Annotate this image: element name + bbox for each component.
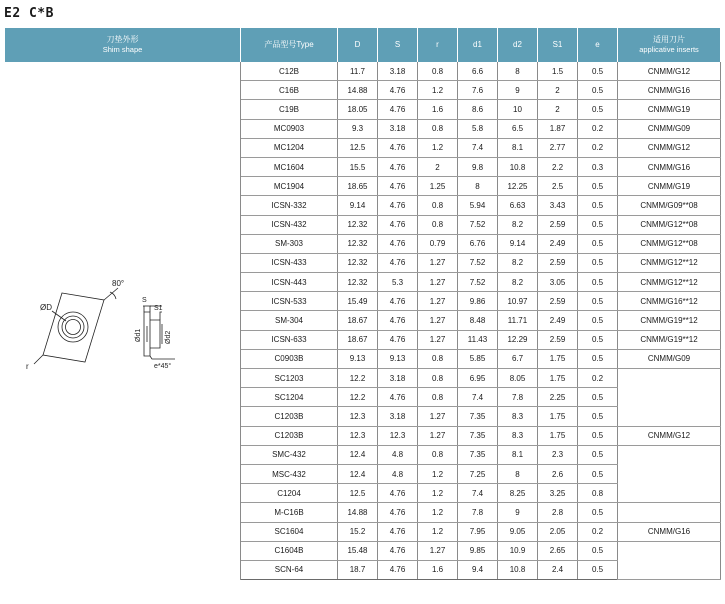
cell-inserts: CNMM/G19**12 <box>618 330 721 349</box>
cell-D: 14.88 <box>338 503 378 522</box>
cell-d1: 6.76 <box>458 234 498 253</box>
cell-S1: 3.05 <box>538 273 578 292</box>
cell-S1: 2.8 <box>538 503 578 522</box>
cell-r: 0.8 <box>418 445 458 464</box>
cell-d1: 7.52 <box>458 253 498 272</box>
cell-S: 4.76 <box>378 292 418 311</box>
cell-d1: 9.8 <box>458 157 498 176</box>
cell-d1: 7.25 <box>458 464 498 483</box>
cell-D: 18.67 <box>338 330 378 349</box>
cell-inserts: CNMM/G12**12 <box>618 273 721 292</box>
cell-r: 0.8 <box>418 119 458 138</box>
cell-S1: 2 <box>538 81 578 100</box>
cell-D: 12.5 <box>338 484 378 503</box>
header-shape <box>5 28 241 62</box>
cell-D: 9.3 <box>338 119 378 138</box>
cell-r: 1.2 <box>418 81 458 100</box>
cell-D: 18.67 <box>338 311 378 330</box>
cell-D: 18.05 <box>338 100 378 119</box>
cell-D: 15.5 <box>338 157 378 176</box>
cell-type: SCN-64 <box>241 560 338 579</box>
cell-d1: 7.35 <box>458 426 498 445</box>
cell-e: 0.2 <box>578 369 618 388</box>
header-inserts-en: applicative inserts <box>639 45 699 55</box>
cell-S1: 1.75 <box>538 369 578 388</box>
cell-S1: 2.49 <box>538 234 578 253</box>
cell-S1: 2.05 <box>538 522 578 541</box>
cell-S1: 3.25 <box>538 484 578 503</box>
cell-d1: 7.4 <box>458 138 498 157</box>
cell-type: ICSN-332 <box>241 196 338 215</box>
cell-d2: 11.71 <box>498 311 538 330</box>
label-angle: 80° <box>112 278 125 288</box>
cell-d2: 10.8 <box>498 560 538 579</box>
cell-r: 1.27 <box>418 273 458 292</box>
cell-S: 4.76 <box>378 100 418 119</box>
cell-e: 0.2 <box>578 522 618 541</box>
cell-d1: 7.52 <box>458 273 498 292</box>
cell-e: 0.5 <box>578 177 618 196</box>
cell-d1: 8.6 <box>458 100 498 119</box>
cell-type: C16B <box>241 81 338 100</box>
header-d2: d2 <box>498 28 538 62</box>
cell-e: 0.5 <box>578 62 618 81</box>
label-S1: S1 <box>154 304 163 312</box>
cell-inserts: CNMM/G19 <box>618 177 721 196</box>
bore-outer-icon <box>58 312 88 342</box>
cell-r: 1.27 <box>418 426 458 445</box>
cell-inserts: CNMM/G19 <box>618 100 721 119</box>
cell-e: 0.5 <box>578 330 618 349</box>
page-title: E2 C*B <box>4 6 54 21</box>
cell-r: 1.27 <box>418 407 458 426</box>
cell-d2: 10.8 <box>498 157 538 176</box>
cell-S: 9.13 <box>378 349 418 368</box>
cell-S: 4.76 <box>378 234 418 253</box>
header-shape-cn: 刀垫外形 <box>106 35 139 45</box>
cell-d2: 12.29 <box>498 330 538 349</box>
cell-S: 4.76 <box>378 484 418 503</box>
cell-d2: 9.14 <box>498 234 538 253</box>
cell-e: 0.5 <box>578 349 618 368</box>
label-D: ØD <box>40 302 53 312</box>
cell-S1: 1.87 <box>538 119 578 138</box>
cell-d1: 5.8 <box>458 119 498 138</box>
cell-type: ICSN-533 <box>241 292 338 311</box>
cell-type: C1203B <box>241 407 338 426</box>
cell-e: 0.5 <box>578 388 618 407</box>
cell-S: 4.76 <box>378 503 418 522</box>
cell-d1: 9.85 <box>458 541 498 560</box>
cell-S1: 2.4 <box>538 560 578 579</box>
header-S: S <box>378 28 418 62</box>
cell-S1: 3.43 <box>538 196 578 215</box>
cell-S1: 2.77 <box>538 138 578 157</box>
cell-S1: 2.49 <box>538 311 578 330</box>
cell-D: 12.32 <box>338 273 378 292</box>
cell-d2: 10.9 <box>498 541 538 560</box>
cell-e: 0.5 <box>578 426 618 445</box>
cell-inserts: CNMM/G16**12 <box>618 292 721 311</box>
cell-S: 4.8 <box>378 445 418 464</box>
cell-e: 0.5 <box>578 196 618 215</box>
cell-d1: 7.52 <box>458 215 498 234</box>
cell-inserts: CNMM/G16 <box>618 81 721 100</box>
cell-D: 15.48 <box>338 541 378 560</box>
cell-D: 12.4 <box>338 445 378 464</box>
cell-d2: 6.7 <box>498 349 538 368</box>
cell-e: 0.5 <box>578 253 618 272</box>
cell-inserts <box>618 445 721 503</box>
cell-d2: 8 <box>498 62 538 81</box>
cell-inserts: CNMM/G09 <box>618 119 721 138</box>
cell-type: SC1203 <box>241 369 338 388</box>
cell-S1: 2.59 <box>538 292 578 311</box>
header-e: e <box>578 28 618 62</box>
cell-e: 0.5 <box>578 292 618 311</box>
cell-inserts: CNMM/G16 <box>618 522 721 541</box>
cell-d2: 8.2 <box>498 253 538 272</box>
cell-type: SM-304 <box>241 311 338 330</box>
cell-D: 9.14 <box>338 196 378 215</box>
cell-r: 1.6 <box>418 100 458 119</box>
cell-d2: 10.97 <box>498 292 538 311</box>
cell-r: 0.8 <box>418 388 458 407</box>
cell-e: 0.5 <box>578 445 618 464</box>
cell-d1: 11.43 <box>458 330 498 349</box>
header-shape-en: Shim shape <box>102 45 143 55</box>
cell-r: 0.8 <box>418 369 458 388</box>
cell-d2: 8 <box>498 464 538 483</box>
cell-inserts: CNMM/G16 <box>618 157 721 176</box>
cell-type: C1203B <box>241 426 338 445</box>
cell-e: 0.5 <box>578 100 618 119</box>
cell-S: 4.76 <box>378 138 418 157</box>
cell-r: 1.6 <box>418 560 458 579</box>
cell-type: SM-303 <box>241 234 338 253</box>
header-inserts-cn: 适用刀片 <box>653 35 685 45</box>
label-r: r <box>26 361 29 371</box>
cell-S: 4.76 <box>378 196 418 215</box>
cell-inserts: CNMM/G19**12 <box>618 311 721 330</box>
table-row <box>5 62 721 81</box>
cell-e: 0.5 <box>578 464 618 483</box>
cell-S1: 2.59 <box>538 330 578 349</box>
cell-S: 3.18 <box>378 407 418 426</box>
cell-type: MC1604 <box>241 157 338 176</box>
cell-D: 15.49 <box>338 292 378 311</box>
cell-r: 0.8 <box>418 196 458 215</box>
cell-S1: 2.25 <box>538 388 578 407</box>
cell-r: 1.2 <box>418 464 458 483</box>
cell-e: 0.5 <box>578 560 618 579</box>
cell-S1: 2.59 <box>538 215 578 234</box>
cell-r: 1.27 <box>418 541 458 560</box>
cell-e: 0.2 <box>578 138 618 157</box>
cell-D: 12.2 <box>338 369 378 388</box>
cell-d2: 8.2 <box>498 215 538 234</box>
header-type: 产品型号Type <box>241 28 338 62</box>
cell-type: C19B <box>241 100 338 119</box>
cell-S: 4.76 <box>378 311 418 330</box>
cell-r: 1.2 <box>418 522 458 541</box>
table-body <box>5 62 721 580</box>
cell-S: 4.76 <box>378 157 418 176</box>
cell-D: 12.32 <box>338 215 378 234</box>
cell-e: 0.5 <box>578 215 618 234</box>
cell-D: 12.2 <box>338 388 378 407</box>
cell-D: 14.88 <box>338 81 378 100</box>
cell-inserts: CNMM/G12 <box>618 426 721 445</box>
cell-r: 0.8 <box>418 62 458 81</box>
header-r: r <box>418 28 458 62</box>
cell-d1: 5.85 <box>458 349 498 368</box>
cell-S: 4.76 <box>378 522 418 541</box>
cell-e: 0.5 <box>578 407 618 426</box>
cell-d1: 5.94 <box>458 196 498 215</box>
shim-shape-drawing <box>12 266 232 376</box>
cell-S1: 1.75 <box>538 426 578 445</box>
cell-inserts: CNMM/G09 <box>618 349 721 368</box>
cell-type: MC1204 <box>241 138 338 157</box>
cell-e: 0.5 <box>578 234 618 253</box>
cell-inserts: CNMM/G12**12 <box>618 253 721 272</box>
cell-d1: 8 <box>458 177 498 196</box>
cell-e: 0.5 <box>578 311 618 330</box>
cell-type: C0903B <box>241 349 338 368</box>
cell-r: 1.2 <box>418 503 458 522</box>
cell-type: C1604B <box>241 541 338 560</box>
cell-D: 15.2 <box>338 522 378 541</box>
cell-S1: 1.75 <box>538 407 578 426</box>
label-d1: Ød1 <box>135 328 143 342</box>
table-header-row <box>5 28 721 62</box>
cell-inserts <box>618 369 721 427</box>
cell-d2: 8.1 <box>498 445 538 464</box>
cell-type: C12B <box>241 62 338 81</box>
cell-D: 12.3 <box>338 426 378 445</box>
cell-type: SC1204 <box>241 388 338 407</box>
shim-outline-icon <box>43 293 104 362</box>
header-inserts <box>618 28 721 62</box>
cell-type: SC1604 <box>241 522 338 541</box>
cell-S: 3.18 <box>378 369 418 388</box>
cell-D: 12.5 <box>338 138 378 157</box>
cell-d1: 9.86 <box>458 292 498 311</box>
cell-r: 1.27 <box>418 292 458 311</box>
cell-r: 1.25 <box>418 177 458 196</box>
cell-e: 0.5 <box>578 503 618 522</box>
cell-S: 4.76 <box>378 253 418 272</box>
cell-d1: 6.95 <box>458 369 498 388</box>
cell-S1: 2.65 <box>538 541 578 560</box>
cell-d2: 6.63 <box>498 196 538 215</box>
cell-S1: 2.6 <box>538 464 578 483</box>
cell-S1: 2.3 <box>538 445 578 464</box>
label-d2: Ød2 <box>165 330 173 344</box>
cell-d2: 8.05 <box>498 369 538 388</box>
cell-S: 3.18 <box>378 119 418 138</box>
cell-d1: 7.4 <box>458 484 498 503</box>
shim-shape-cell <box>5 62 241 580</box>
cell-type: SMC-432 <box>241 445 338 464</box>
cell-type: ICSN-433 <box>241 253 338 272</box>
cell-S1: 2.59 <box>538 253 578 272</box>
header-d1: d1 <box>458 28 498 62</box>
cell-S: 3.18 <box>378 62 418 81</box>
cell-e: 0.3 <box>578 157 618 176</box>
cell-d2: 8.3 <box>498 426 538 445</box>
cell-d1: 7.8 <box>458 503 498 522</box>
cell-inserts <box>618 503 721 522</box>
cell-r: 0.8 <box>418 349 458 368</box>
cell-S: 12.3 <box>378 426 418 445</box>
cell-e: 0.5 <box>578 541 618 560</box>
cell-D: 12.32 <box>338 234 378 253</box>
cell-type: MC1904 <box>241 177 338 196</box>
cell-D: 18.7 <box>338 560 378 579</box>
cell-d1: 7.35 <box>458 445 498 464</box>
cell-type: ICSN-443 <box>241 273 338 292</box>
cell-r: 0.79 <box>418 234 458 253</box>
cell-d2: 8.2 <box>498 273 538 292</box>
cell-S1: 2 <box>538 100 578 119</box>
cell-d2: 9 <box>498 81 538 100</box>
cell-r: 1.27 <box>418 253 458 272</box>
cell-d2: 7.8 <box>498 388 538 407</box>
cell-inserts: CNMM/G12 <box>618 138 721 157</box>
cell-inserts: CNMM/G12**08 <box>618 234 721 253</box>
header-S1: S1 <box>538 28 578 62</box>
cell-S: 5.3 <box>378 273 418 292</box>
cell-type: ICSN-432 <box>241 215 338 234</box>
cell-S: 4.76 <box>378 330 418 349</box>
header-D: D <box>338 28 378 62</box>
cell-D: 12.3 <box>338 407 378 426</box>
cell-S1: 1.5 <box>538 62 578 81</box>
cell-D: 12.32 <box>338 253 378 272</box>
cell-r: 1.27 <box>418 330 458 349</box>
cell-d2: 6.5 <box>498 119 538 138</box>
label-e: e*45° <box>154 362 172 370</box>
shim-table-container <box>4 28 720 580</box>
cell-d1: 7.35 <box>458 407 498 426</box>
cell-inserts: CNMM/G12**08 <box>618 215 721 234</box>
cell-d1: 7.6 <box>458 81 498 100</box>
cell-e: 0.5 <box>578 273 618 292</box>
cell-D: 12.4 <box>338 464 378 483</box>
cell-d1: 7.95 <box>458 522 498 541</box>
cell-S: 4.76 <box>378 215 418 234</box>
cell-type: M-C16B <box>241 503 338 522</box>
cell-d1: 8.48 <box>458 311 498 330</box>
cell-d2: 12.25 <box>498 177 538 196</box>
cell-D: 9.13 <box>338 349 378 368</box>
cell-S: 4.76 <box>378 177 418 196</box>
cell-d2: 9 <box>498 503 538 522</box>
cell-type: C1204 <box>241 484 338 503</box>
cell-e: 0.8 <box>578 484 618 503</box>
cell-S: 4.76 <box>378 81 418 100</box>
cell-S1: 2.5 <box>538 177 578 196</box>
shim-table <box>4 28 721 580</box>
cell-S: 4.76 <box>378 560 418 579</box>
cell-type: ICSN-633 <box>241 330 338 349</box>
cell-d1: 7.4 <box>458 388 498 407</box>
cell-d2: 8.1 <box>498 138 538 157</box>
cell-S1: 1.75 <box>538 349 578 368</box>
cell-e: 0.2 <box>578 119 618 138</box>
cell-inserts: CNMM/G12 <box>618 62 721 81</box>
cell-type: MSC-432 <box>241 464 338 483</box>
cell-inserts: CNMM/G09**08 <box>618 196 721 215</box>
cell-S1: 2.2 <box>538 157 578 176</box>
cell-e: 0.5 <box>578 81 618 100</box>
cell-d2: 10 <box>498 100 538 119</box>
cell-r: 1.27 <box>418 311 458 330</box>
cell-inserts <box>618 541 721 579</box>
cell-d2: 9.05 <box>498 522 538 541</box>
cell-D: 18.65 <box>338 177 378 196</box>
cell-S: 4.76 <box>378 541 418 560</box>
label-S: S <box>142 296 147 304</box>
cell-r: 2 <box>418 157 458 176</box>
cell-d1: 6.6 <box>458 62 498 81</box>
cell-type: MC0903 <box>241 119 338 138</box>
cell-d2: 8.25 <box>498 484 538 503</box>
cell-d1: 9.4 <box>458 560 498 579</box>
cell-r: 0.8 <box>418 215 458 234</box>
cell-S: 4.76 <box>378 388 418 407</box>
cell-D: 11.7 <box>338 62 378 81</box>
cell-r: 1.2 <box>418 484 458 503</box>
cell-r: 1.2 <box>418 138 458 157</box>
cell-d2: 8.3 <box>498 407 538 426</box>
cell-S: 4.8 <box>378 464 418 483</box>
